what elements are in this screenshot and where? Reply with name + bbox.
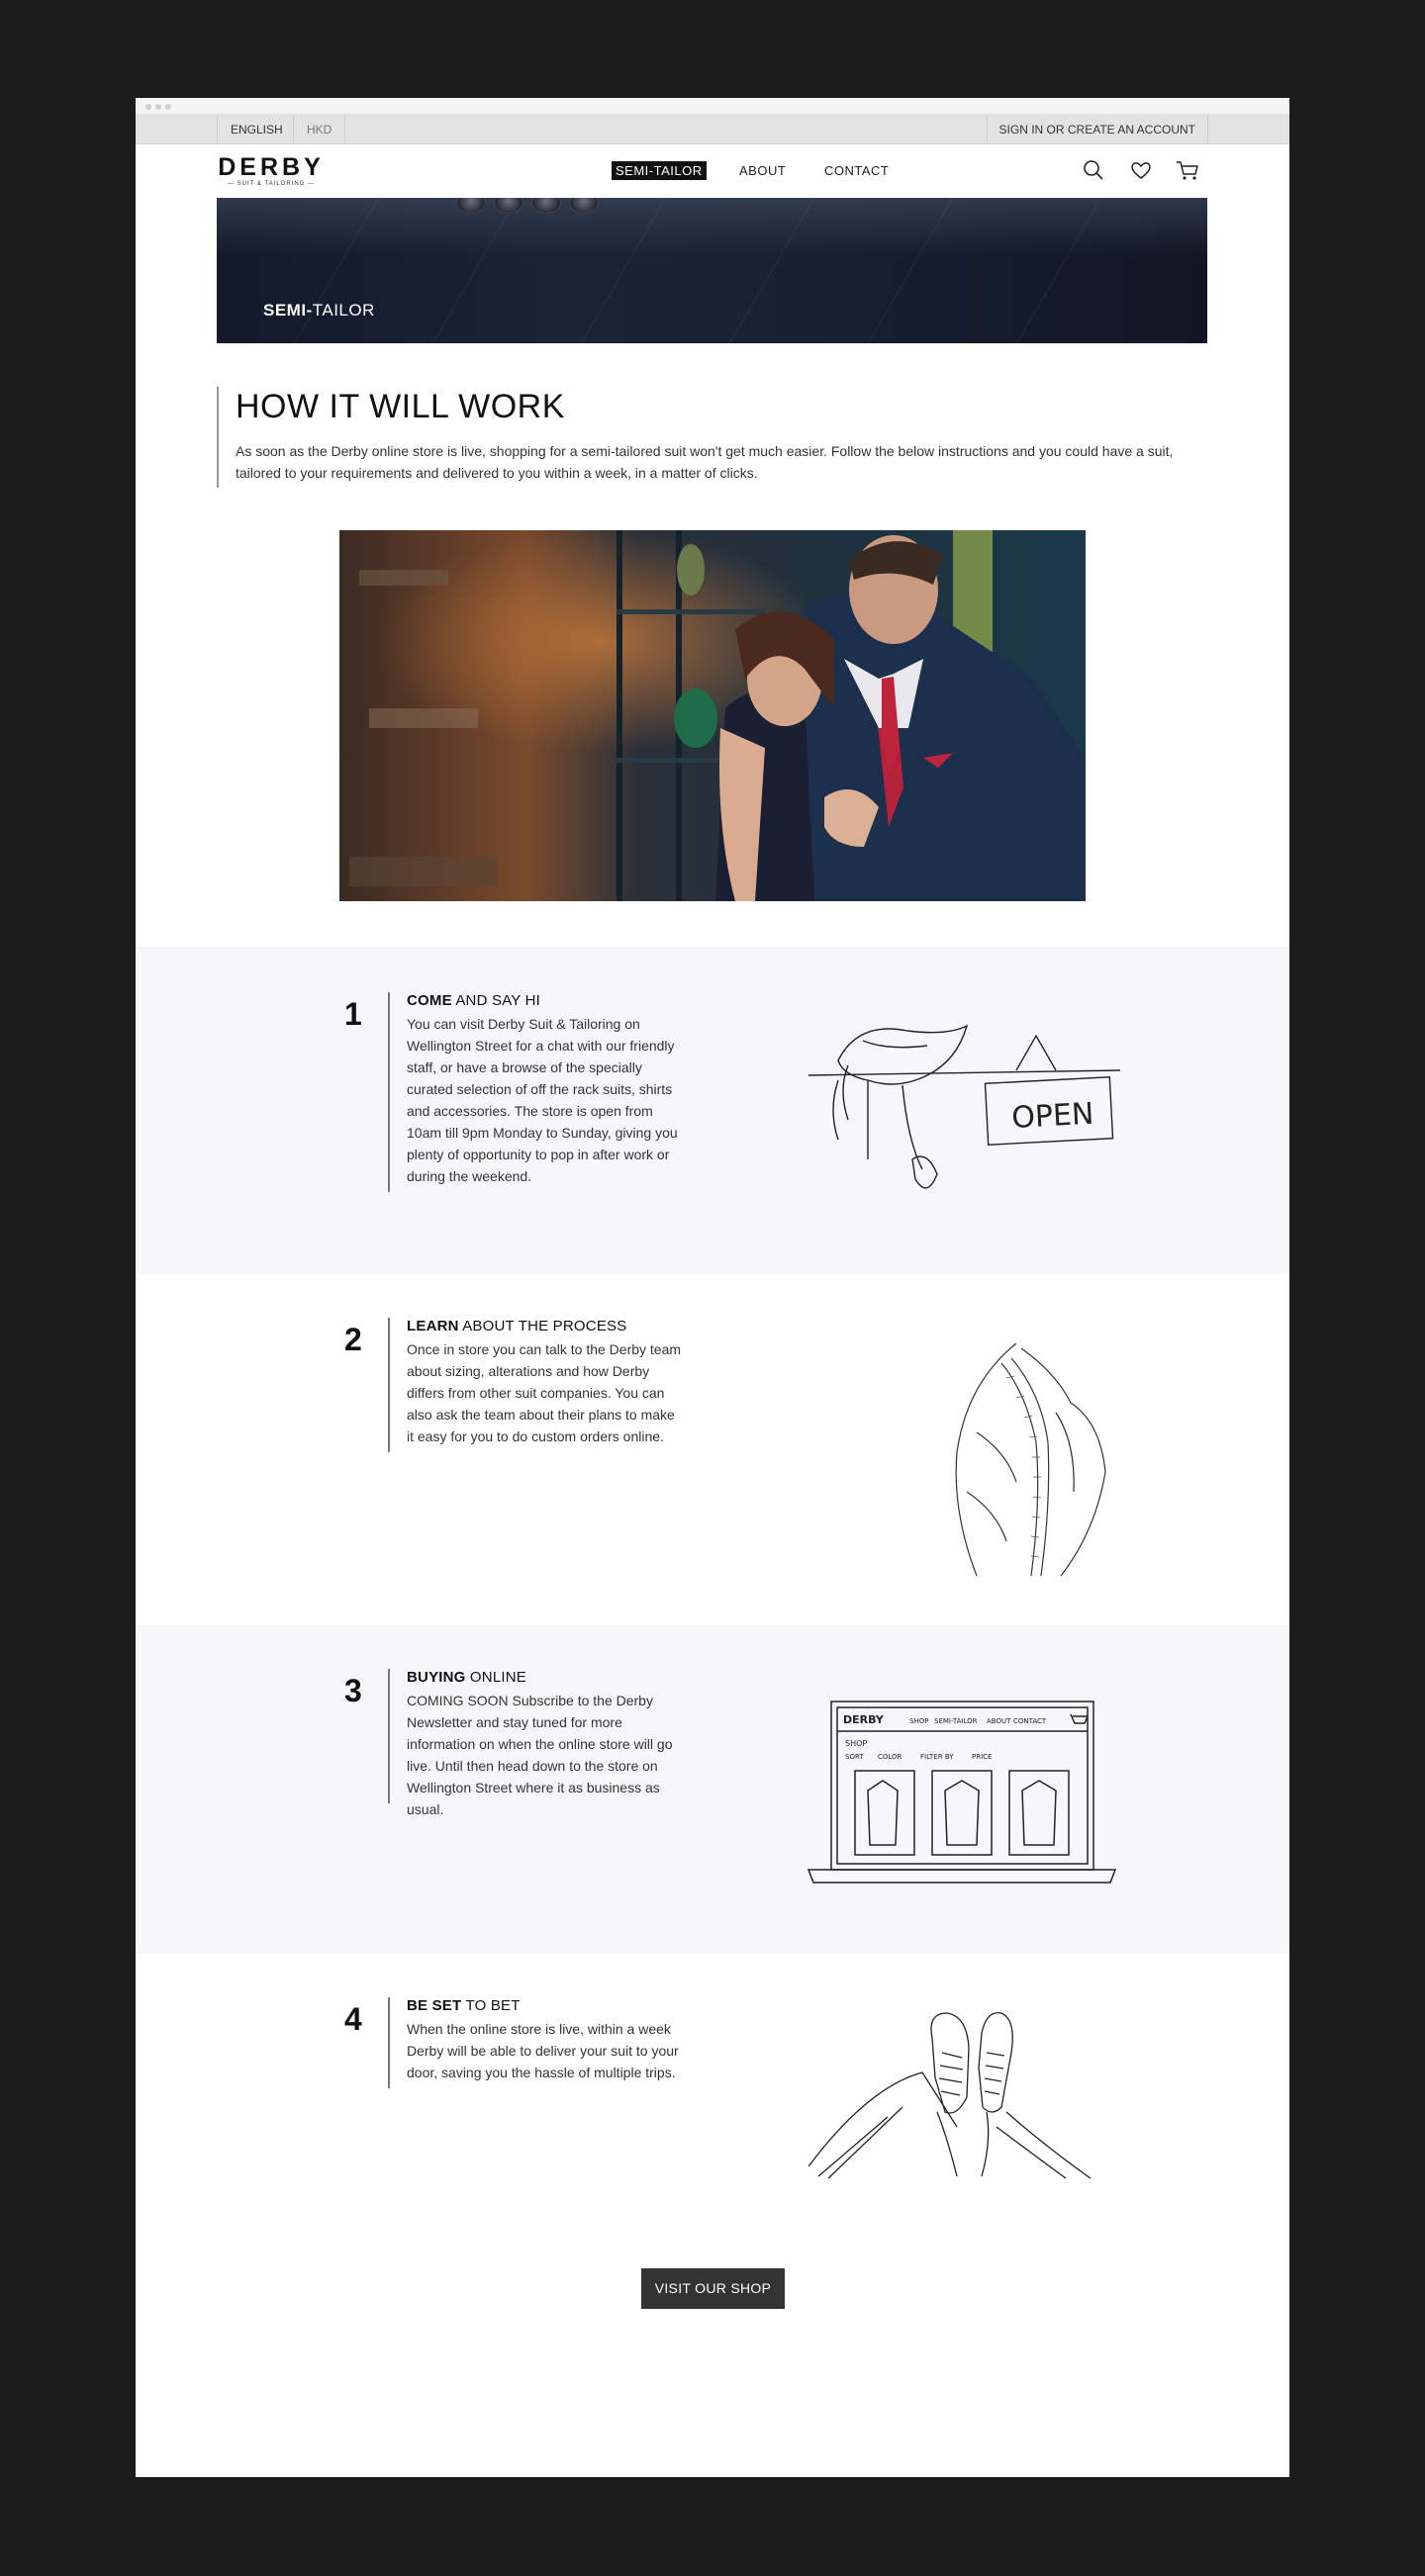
window-dot-icon[interactable] — [165, 104, 171, 110]
window-dot-icon[interactable] — [145, 104, 151, 110]
hero-banner — [217, 198, 1207, 343]
derby-logo[interactable] — [217, 154, 326, 187]
svg-text:PRICE: PRICE — [972, 1753, 993, 1761]
couple-suit-photo — [339, 530, 1086, 901]
heart-icon[interactable] — [1128, 157, 1154, 183]
step-content — [388, 992, 685, 1192]
step-number: 3 — [344, 1673, 362, 1708]
step-section-3 — [136, 1625, 1289, 1954]
svg-text:SHOP: SHOP — [845, 1739, 868, 1748]
sleeve-button-image — [569, 198, 599, 214]
step-text: COMING SOON Subscribe to the Derby Newsletter and stay tuned for more information on when the online store will go live. Until then head down to the store on Wellington Street where it as business as usual. — [407, 1693, 673, 1817]
utility-bar — [136, 115, 1289, 144]
intro-paragraph: As soon as the Derby online store is live, shopping for a semi-tailored suit won't get much easier. Follow the below instructions and you could have a suit, tailored to your requirements and delivered to you within a week, in a matter of clicks. — [236, 443, 1174, 481]
step-text: You can visit Derby Suit & Tailoring on Wellington Street for a chat with our friendly staff, or have a browse of the specially curated selection of off the rack suits, shirts and accessories. The store is open from 10am till 9pm Monday to Sunday, giving you plenty of opportunity to pop in after work or during the weekend. — [407, 1016, 678, 1184]
step-section-4 — [136, 1954, 1289, 2251]
page-title: HOW IT WILL WORK — [236, 388, 565, 425]
measuring-tape-sketch-illustration — [947, 1334, 1110, 1581]
open-sign-text: OPEN — [1010, 1096, 1095, 1136]
currency-selector[interactable]: HKD — [293, 115, 345, 144]
search-icon[interactable] — [1081, 157, 1106, 183]
step-number: 1 — [344, 996, 362, 1032]
nav-contact[interactable]: CONTACT — [824, 163, 890, 178]
visit-shop-button[interactable]: VISIT OUR SHOP — [641, 2268, 785, 2309]
window-dot-icon[interactable] — [155, 104, 161, 110]
svg-text:FILTER BY: FILTER BY — [920, 1753, 954, 1761]
nav-about[interactable]: ABOUT — [739, 163, 787, 178]
laptop-brand-text: DERBY — [843, 1713, 884, 1726]
browser-window — [136, 98, 1289, 2477]
sleeve-button-image — [494, 198, 523, 214]
step-number: 4 — [344, 2001, 362, 2037]
svg-text:SORT: SORT — [845, 1753, 864, 1761]
sign-in-link[interactable]: SIGN IN OR CREATE AN ACCOUNT — [987, 115, 1208, 144]
hero-title: SEMI-TAILOR — [263, 301, 375, 320]
svg-text:CONTACT: CONTACT — [1013, 1717, 1047, 1725]
saddle-sketch-illustration — [808, 1021, 1120, 1209]
svg-text:SEMI-TAILOR: SEMI-TAILOR — [934, 1717, 978, 1725]
language-selector[interactable]: ENGLISH — [217, 115, 296, 144]
laptop-shop-sketch-illustration — [804, 1697, 1120, 1894]
step-title: BUYING ONLINE — [407, 1669, 526, 1686]
sleeve-button-image — [531, 198, 561, 214]
step-content — [388, 1669, 685, 1817]
step-title: BE SET TO BET — [407, 1997, 521, 2014]
shoes-sketch-illustration — [808, 2008, 1095, 2181]
svg-text:COLOR: COLOR — [878, 1753, 902, 1761]
step-content — [388, 1997, 685, 2088]
svg-text:ABOUT: ABOUT — [987, 1717, 1011, 1725]
step-number: 2 — [344, 1322, 362, 1357]
cart-icon[interactable] — [1175, 157, 1200, 183]
nav-semi-tailor[interactable]: SEMI-TAILOR — [612, 161, 707, 180]
logo-subtitle: — SUIT & TAILORING — — [227, 181, 315, 187]
main-header — [136, 144, 1289, 198]
browser-chrome — [136, 98, 1289, 115]
step-content — [388, 1318, 685, 1452]
intro-section — [217, 387, 1207, 488]
step-title: LEARN ABOUT THE PROCESS — [407, 1318, 627, 1334]
step-section-1 — [136, 947, 1289, 1274]
svg-text:SHOP: SHOP — [909, 1717, 929, 1725]
step-text: Once in store you can talk to the Derby team about sizing, alterations and how Derby differs from other suit companies. You can also ask the team about their plans to make it easy for you to do custom orders online. — [407, 1341, 682, 1444]
sleeve-button-image — [456, 198, 486, 214]
step-section-2 — [136, 1274, 1289, 1625]
logo-wordmark: DERBY — [218, 153, 325, 181]
step-title: COME AND SAY HI — [407, 992, 540, 1009]
step-text: When the online store is live, within a week Derby will be able to deliver your suit to your door, saving you the hassle of multiple trips. — [407, 2021, 679, 2080]
